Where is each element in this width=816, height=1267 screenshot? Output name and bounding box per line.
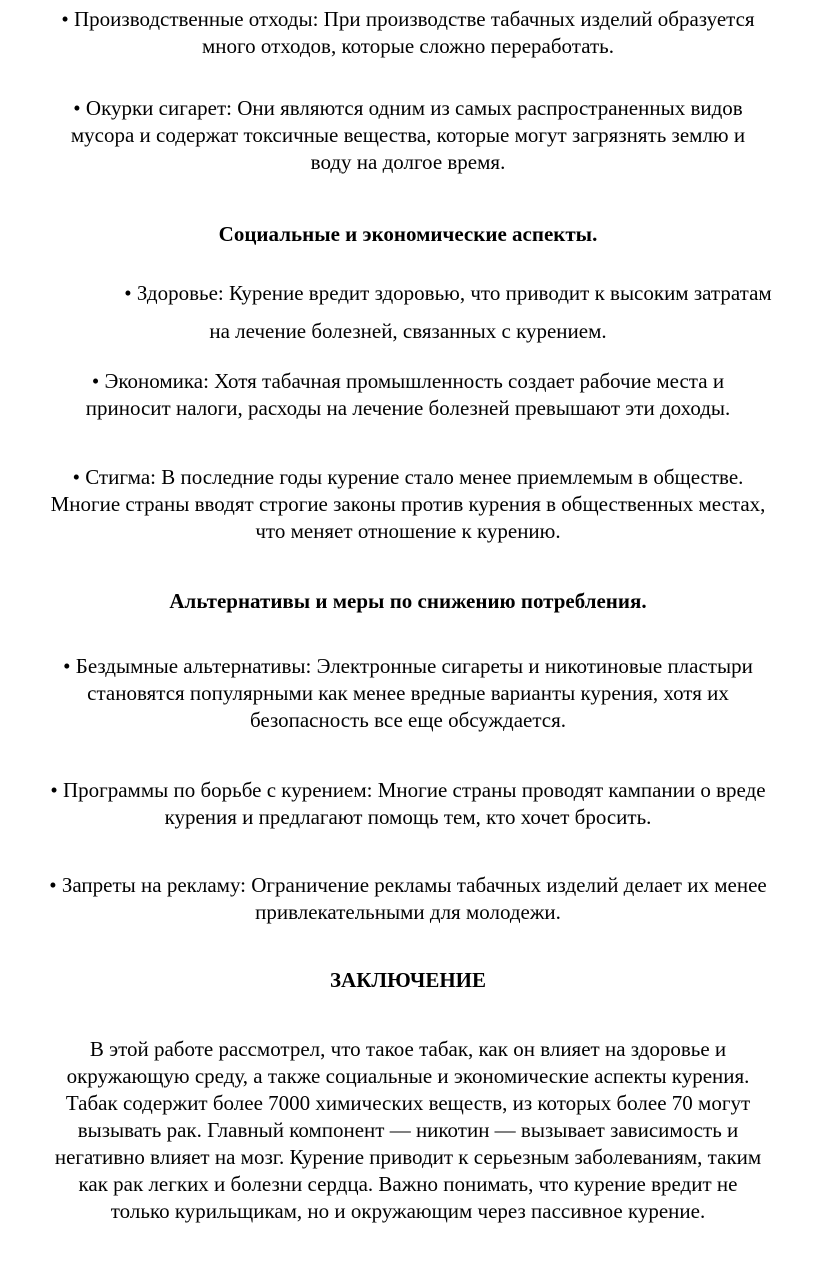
- text-line: приносит налоги, расходы на лечение болезней превышают эти доходы.: [85, 396, 731, 420]
- text-line: негативно влияет на мозг. Курение приводит к серьезным заболеваниям, таким: [54, 1145, 762, 1169]
- heading-social-economic: Социальные и экономические аспекты.: [218, 222, 598, 246]
- heading-alternatives: Альтернативы и меры по снижению потребления.: [169, 589, 647, 613]
- text-line: много отходов, которые сложно переработать.: [201, 34, 614, 58]
- text-line: окружающую среду, а также социальные и экономические аспекты курения.: [66, 1064, 750, 1088]
- text-line: • Производственные отходы: При производстве табачных изделий образуется: [61, 7, 755, 31]
- paragraph-production-waste: [0, 6, 816, 60]
- text-line: Многие страны вводят строгие законы против курения в общественных местах,: [50, 492, 766, 516]
- text-line: • Экономика: Хотя табачная промышленность создает рабочие места и: [91, 369, 725, 393]
- text-line: как рак легких и болезни сердца. Важно понимать, что курение вредит не: [78, 1172, 738, 1196]
- text-line: • Здоровье: Курение вредит здоровью, что приводит к высоким затратам: [124, 281, 772, 305]
- text-line: становятся популярными как менее вредные варианты курения, хотя их: [87, 681, 729, 705]
- text-line: курения и предлагают помощь тем, кто хочет бросить.: [164, 805, 652, 829]
- text-line: что меняет отношение к курению.: [255, 519, 561, 543]
- text-line: • Стигма: В последние годы курение стало менее приемлемым в обществе.: [72, 465, 744, 489]
- text-line: на лечение болезней, связанных с курением.: [209, 319, 607, 343]
- paragraph-stigma: [0, 464, 816, 545]
- text-line: воду на долгое время.: [310, 150, 506, 174]
- text-line: • Бездымные альтернативы: Электронные сигареты и никотиновые пластыри: [63, 654, 753, 678]
- text-line: вызывать рак. Главный компонент — никотин — вызывает зависимость и: [77, 1118, 739, 1142]
- paragraph-programs: [0, 777, 816, 831]
- paragraph-conclusion: [0, 1036, 816, 1225]
- text-line: • Запреты на рекламу: Ограничение рекламы табачных изделий делает их менее: [49, 873, 767, 897]
- paragraph-smokeless: [0, 653, 816, 734]
- text-line: В этой работе рассмотрел, что такое табак, как он влияет на здоровье и: [89, 1037, 727, 1061]
- text-line: мусора и содержат токсичные вещества, которые могут загрязнять землю и: [70, 123, 746, 147]
- paragraph-cigarette-butts: [0, 95, 816, 176]
- text-line: • Окурки сигарет: Они являются одним из самых распространенных видов: [73, 96, 743, 120]
- text-line: • Программы по борьбе с курением: Многие страны проводят кампании о вреде: [50, 778, 766, 802]
- text-line: Табак содержит более 7000 химических веществ, из которых более 70 могут: [65, 1091, 751, 1115]
- paragraph-health: [0, 274, 816, 350]
- text-line: только курильщикам, но и окружающим через пассивное курение.: [110, 1199, 706, 1223]
- paragraph-economy: [0, 368, 816, 422]
- text-line: привлекательными для молодежи.: [255, 900, 561, 924]
- text-line: безопасность все еще обсуждается.: [249, 708, 567, 732]
- paragraph-ad-bans: [0, 872, 816, 926]
- heading-conclusion: ЗАКЛЮЧЕНИЕ: [329, 968, 487, 992]
